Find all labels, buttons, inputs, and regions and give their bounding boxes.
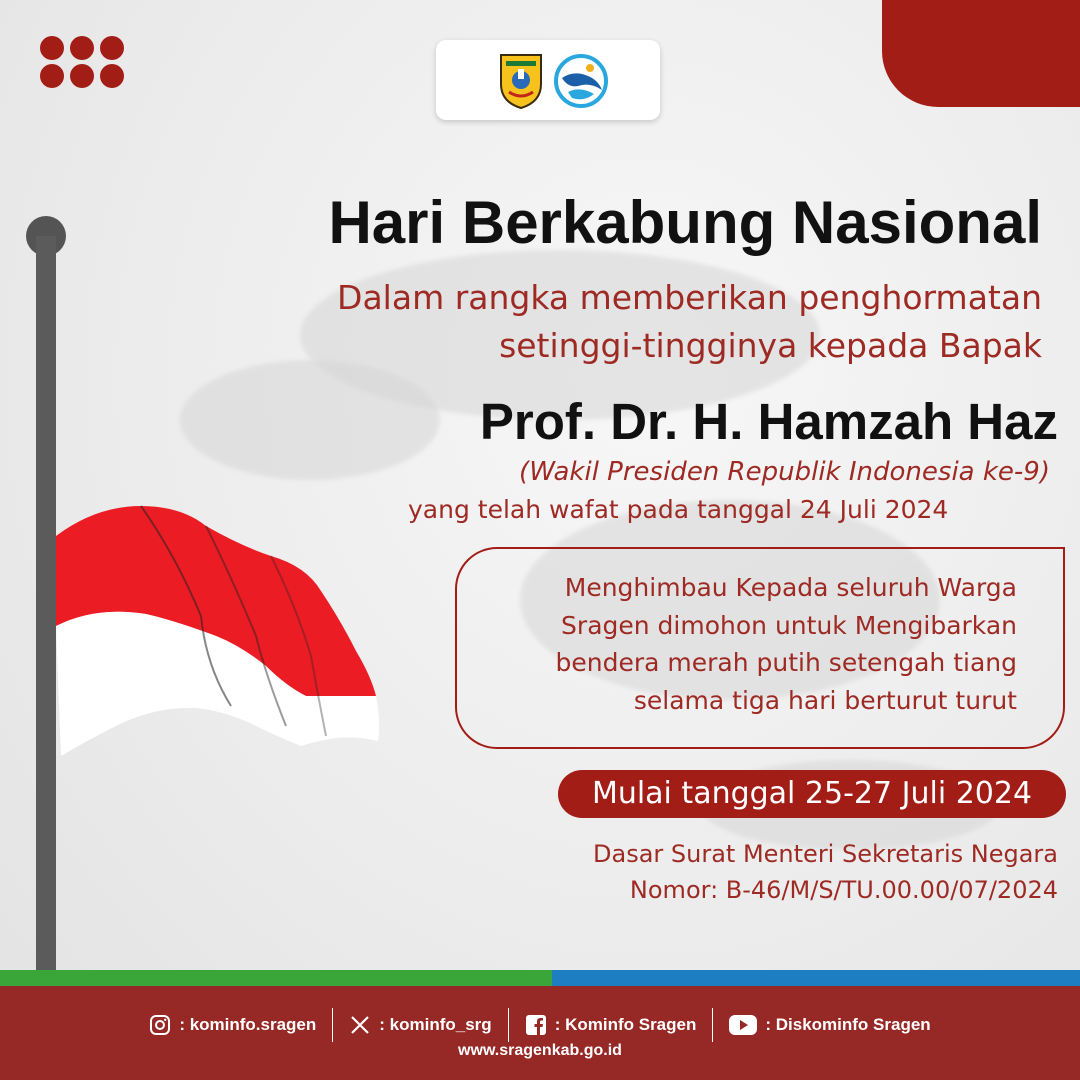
honoree-position: (Wakil Presiden Republik Indonesia ke-9) (519, 457, 1050, 487)
basis-line: Nomor: B-46/M/S/TU.00.00/07/2024 (629, 876, 1058, 904)
social-label: : kominfo_srg (379, 1015, 492, 1034)
legal-basis (593, 836, 1058, 908)
intro-line: Dalam rangka memberikan penghormatan (337, 278, 1042, 317)
divider (508, 1008, 509, 1042)
appeal-line: Sragen dimohon untuk Mengibarkan (561, 610, 1017, 640)
basis-line: Dasar Surat Menteri Sekretaris Negara (593, 840, 1058, 868)
sragen-emblem-icon (498, 52, 544, 110)
kominfo-logo-icon (552, 52, 610, 110)
social-facebook[interactable] (525, 1014, 697, 1036)
appeal-box (455, 547, 1065, 749)
indonesian-flag (56, 496, 386, 756)
website-link[interactable]: www.sragenkab.go.id (458, 1042, 622, 1059)
social-x[interactable] (349, 1014, 491, 1036)
appeal-line: bendera merah putih setengah tiang (555, 648, 1017, 677)
footer-stripe-green (0, 970, 552, 986)
honoree-name: Prof. Dr. H. Hamzah Haz (479, 393, 1058, 450)
x-icon (349, 1014, 371, 1036)
appeal-line: Menghimbau Kepada seluruh Warga (564, 573, 1017, 602)
social-label: : Kominfo Sragen (554, 1015, 697, 1034)
youtube-icon (729, 1015, 757, 1035)
facebook-icon (525, 1014, 547, 1036)
social-label: : kominfo.sragen (179, 1015, 317, 1034)
flagpole (36, 236, 56, 976)
logo-box (436, 40, 660, 120)
divider (712, 1008, 713, 1042)
map-background-shape (180, 360, 440, 480)
social-youtube[interactable] (729, 1015, 930, 1035)
footer (0, 986, 1080, 1080)
footer-stripe-blue (552, 970, 1080, 986)
social-instagram[interactable] (149, 1014, 316, 1036)
instagram-icon (149, 1014, 171, 1036)
social-links (0, 1008, 1080, 1042)
corner-accent (882, 0, 1080, 107)
intro-text (337, 274, 1042, 370)
decorative-dots (40, 36, 130, 90)
divider (332, 1008, 333, 1042)
intro-line: setinggi-tingginya kepada Bapak (499, 326, 1042, 365)
passed-away-date: yang telah wafat pada tanggal 24 Juli 2024 (408, 495, 949, 524)
date-range-badge: Mulai tanggal 25-27 Juli 2024 (558, 770, 1066, 818)
social-label: : Diskominfo Sragen (765, 1015, 931, 1034)
appeal-line: selama tiga hari berturut turut (633, 685, 1017, 715)
page-title: Hari Berkabung Nasional (328, 189, 1042, 256)
